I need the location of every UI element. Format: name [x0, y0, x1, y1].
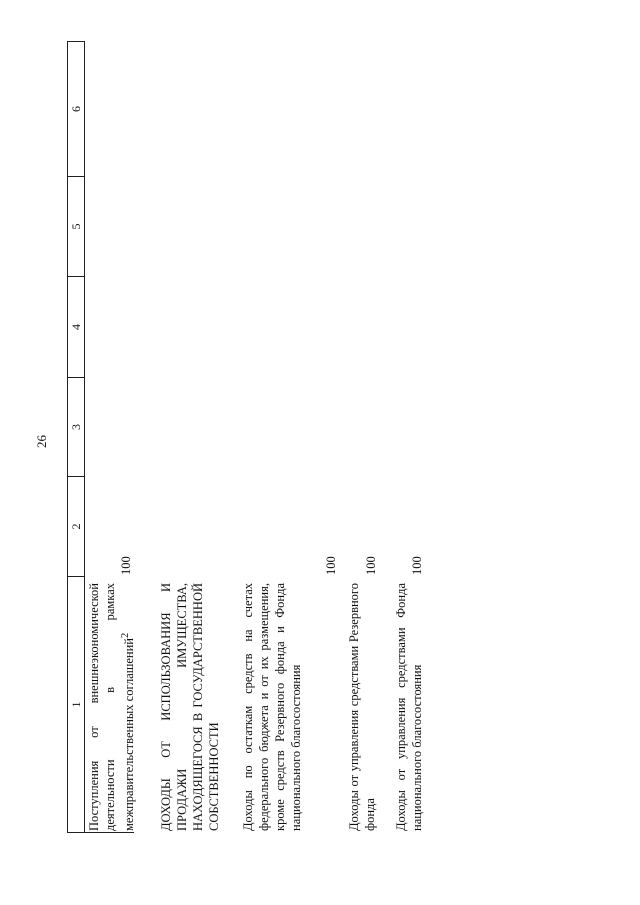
revenue-table: [67, 41, 442, 833]
table-row-foreign-trade: [86, 583, 137, 831]
column-header-2: 2: [68, 476, 84, 576]
table-row-property-income: [158, 583, 222, 831]
row-label: Доходы по остаткам средств на счетах федерального бюджета и от их размещения, кроме средств Резервного фонда и Фонда национального благосостояния: [241, 583, 303, 831]
row-value-budget-balances: 100: [324, 556, 338, 575]
row-label: Доходы от управления средствами Фонда национального благосостояния: [394, 583, 424, 831]
row-value-welfare-fund: 100: [410, 556, 424, 575]
footnote-mark: 2: [120, 632, 131, 639]
rotated-table-frame: [67, 41, 442, 833]
column-header-4: 4: [68, 276, 84, 377]
page-number: 26: [34, 435, 49, 449]
column-header-1: 1: [68, 576, 84, 832]
row-label: Поступления от внешнеэкономической деятельности в рамках межправительственных соглашений: [87, 583, 137, 831]
table-row-reserve-fund: [346, 583, 378, 831]
table-row-budget-balances: [240, 583, 304, 831]
column-header-5: 5: [68, 176, 84, 276]
row-label: ДОХОДЫ ОТ ИСПОЛЬЗОВАНИЯ И ПРОДАЖИ ИМУЩЕСТВА, НАХОДЯЩЕГОСЯ В ГОСУДАРСТВЕННОЙ СОБСТВЕННОСТИ: [159, 583, 221, 831]
row-label: Доходы от управления средствами Резервного фонда: [347, 583, 377, 831]
row-value-foreign-trade: 100: [119, 556, 133, 575]
table-header-row: [67, 41, 85, 833]
column-header-3: 3: [68, 377, 84, 476]
row-value-reserve-fund: 100: [364, 556, 378, 575]
column-header-6: 6: [69, 106, 83, 112]
table-left-border: [84, 832, 134, 833]
table-row-welfare-fund: [393, 583, 425, 831]
